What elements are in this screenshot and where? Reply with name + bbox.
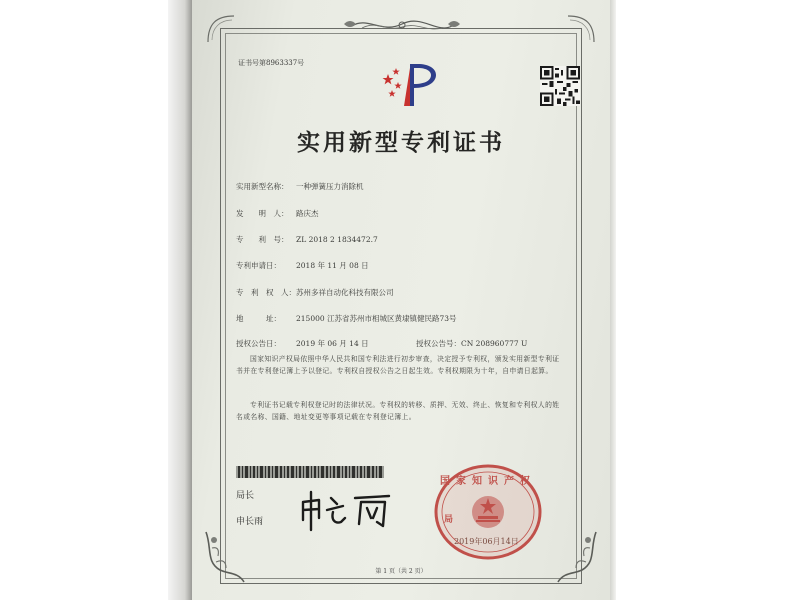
field-value: CN 208960777 U <box>461 339 528 348</box>
certificate-number: 证书号第8963337号 <box>238 59 305 67</box>
field-value: ZL 2018 2 1834472.7 <box>296 235 378 244</box>
field-row-filing-date <box>236 260 369 271</box>
field-row-grant <box>236 338 527 349</box>
field-label: 授权公告日： <box>236 339 281 348</box>
field-label: 授权公告号： <box>416 339 461 348</box>
seal-date: 2019年06月14日 <box>454 537 519 546</box>
field-label: 地 址： <box>236 314 281 323</box>
field-label: 发 明 人： <box>236 209 289 218</box>
field-row-address <box>236 313 457 324</box>
field-label: 专 利 号： <box>236 235 289 244</box>
field-row-name <box>236 181 364 192</box>
patent-certificate <box>192 0 610 600</box>
field-value: 路庆杰 <box>296 209 319 218</box>
svg-text:国家知识产权: 国家知识产权 <box>440 476 536 487</box>
field-value: 一种弹簧压力消除机 <box>296 182 364 191</box>
page-footer: 第 1 页（共 2 页） <box>375 568 427 575</box>
field-value: 215000 江苏省苏州市相城区黄埭镇健民路73号 <box>296 314 457 323</box>
barcode-icon <box>236 466 384 478</box>
director-title: 局长 <box>236 491 255 501</box>
field-row-patentee <box>236 287 394 298</box>
field-label: 实用新型名称： <box>236 182 289 191</box>
qr-code-icon <box>540 66 580 106</box>
cnipa-logo-icon <box>380 60 440 112</box>
legal-paragraph: 专利证书记载专利权登记时的法律状况。专利权的转移、质押、无效、终止、恢复和专利权人的姓名或名称、国籍、地址变更等事项记载在专利登记簿上。 <box>236 401 560 421</box>
top-ornament-icon <box>342 14 462 36</box>
official-seal-icon <box>430 462 546 562</box>
field-label: 专 利 权 人： <box>236 288 296 297</box>
field-value: 苏州多祥自动化科技有限公司 <box>296 288 394 297</box>
grant-paragraph: 国家知识产权局依照中华人民共和国专利法进行初步审查，决定授予专利权，颁发实用新型专利证书并在专利登记簿上予以登记。专利权自授权公告之日起生效。专利权期限为十年，自申请日起算。 <box>236 355 560 375</box>
field-row-patent-number <box>236 234 378 245</box>
field-value: 2019 年 06 月 14 日 <box>296 339 369 348</box>
field-value: 2018 年 11 月 08 日 <box>296 261 369 270</box>
director-name: 申长雨 <box>236 517 264 527</box>
corner-ornament-icon <box>206 14 236 44</box>
paper-shadow <box>168 0 192 600</box>
svg-text:局: 局 <box>444 515 454 525</box>
handwritten-signature-icon <box>297 488 407 532</box>
corner-ornament-icon <box>554 528 600 586</box>
corner-ornament-icon <box>202 528 248 586</box>
field-label: 专利申请日： <box>236 261 281 270</box>
field-row-inventor <box>236 208 319 219</box>
corner-ornament-icon <box>566 14 596 44</box>
certificate-title: 实用新型专利证书 <box>297 129 505 156</box>
